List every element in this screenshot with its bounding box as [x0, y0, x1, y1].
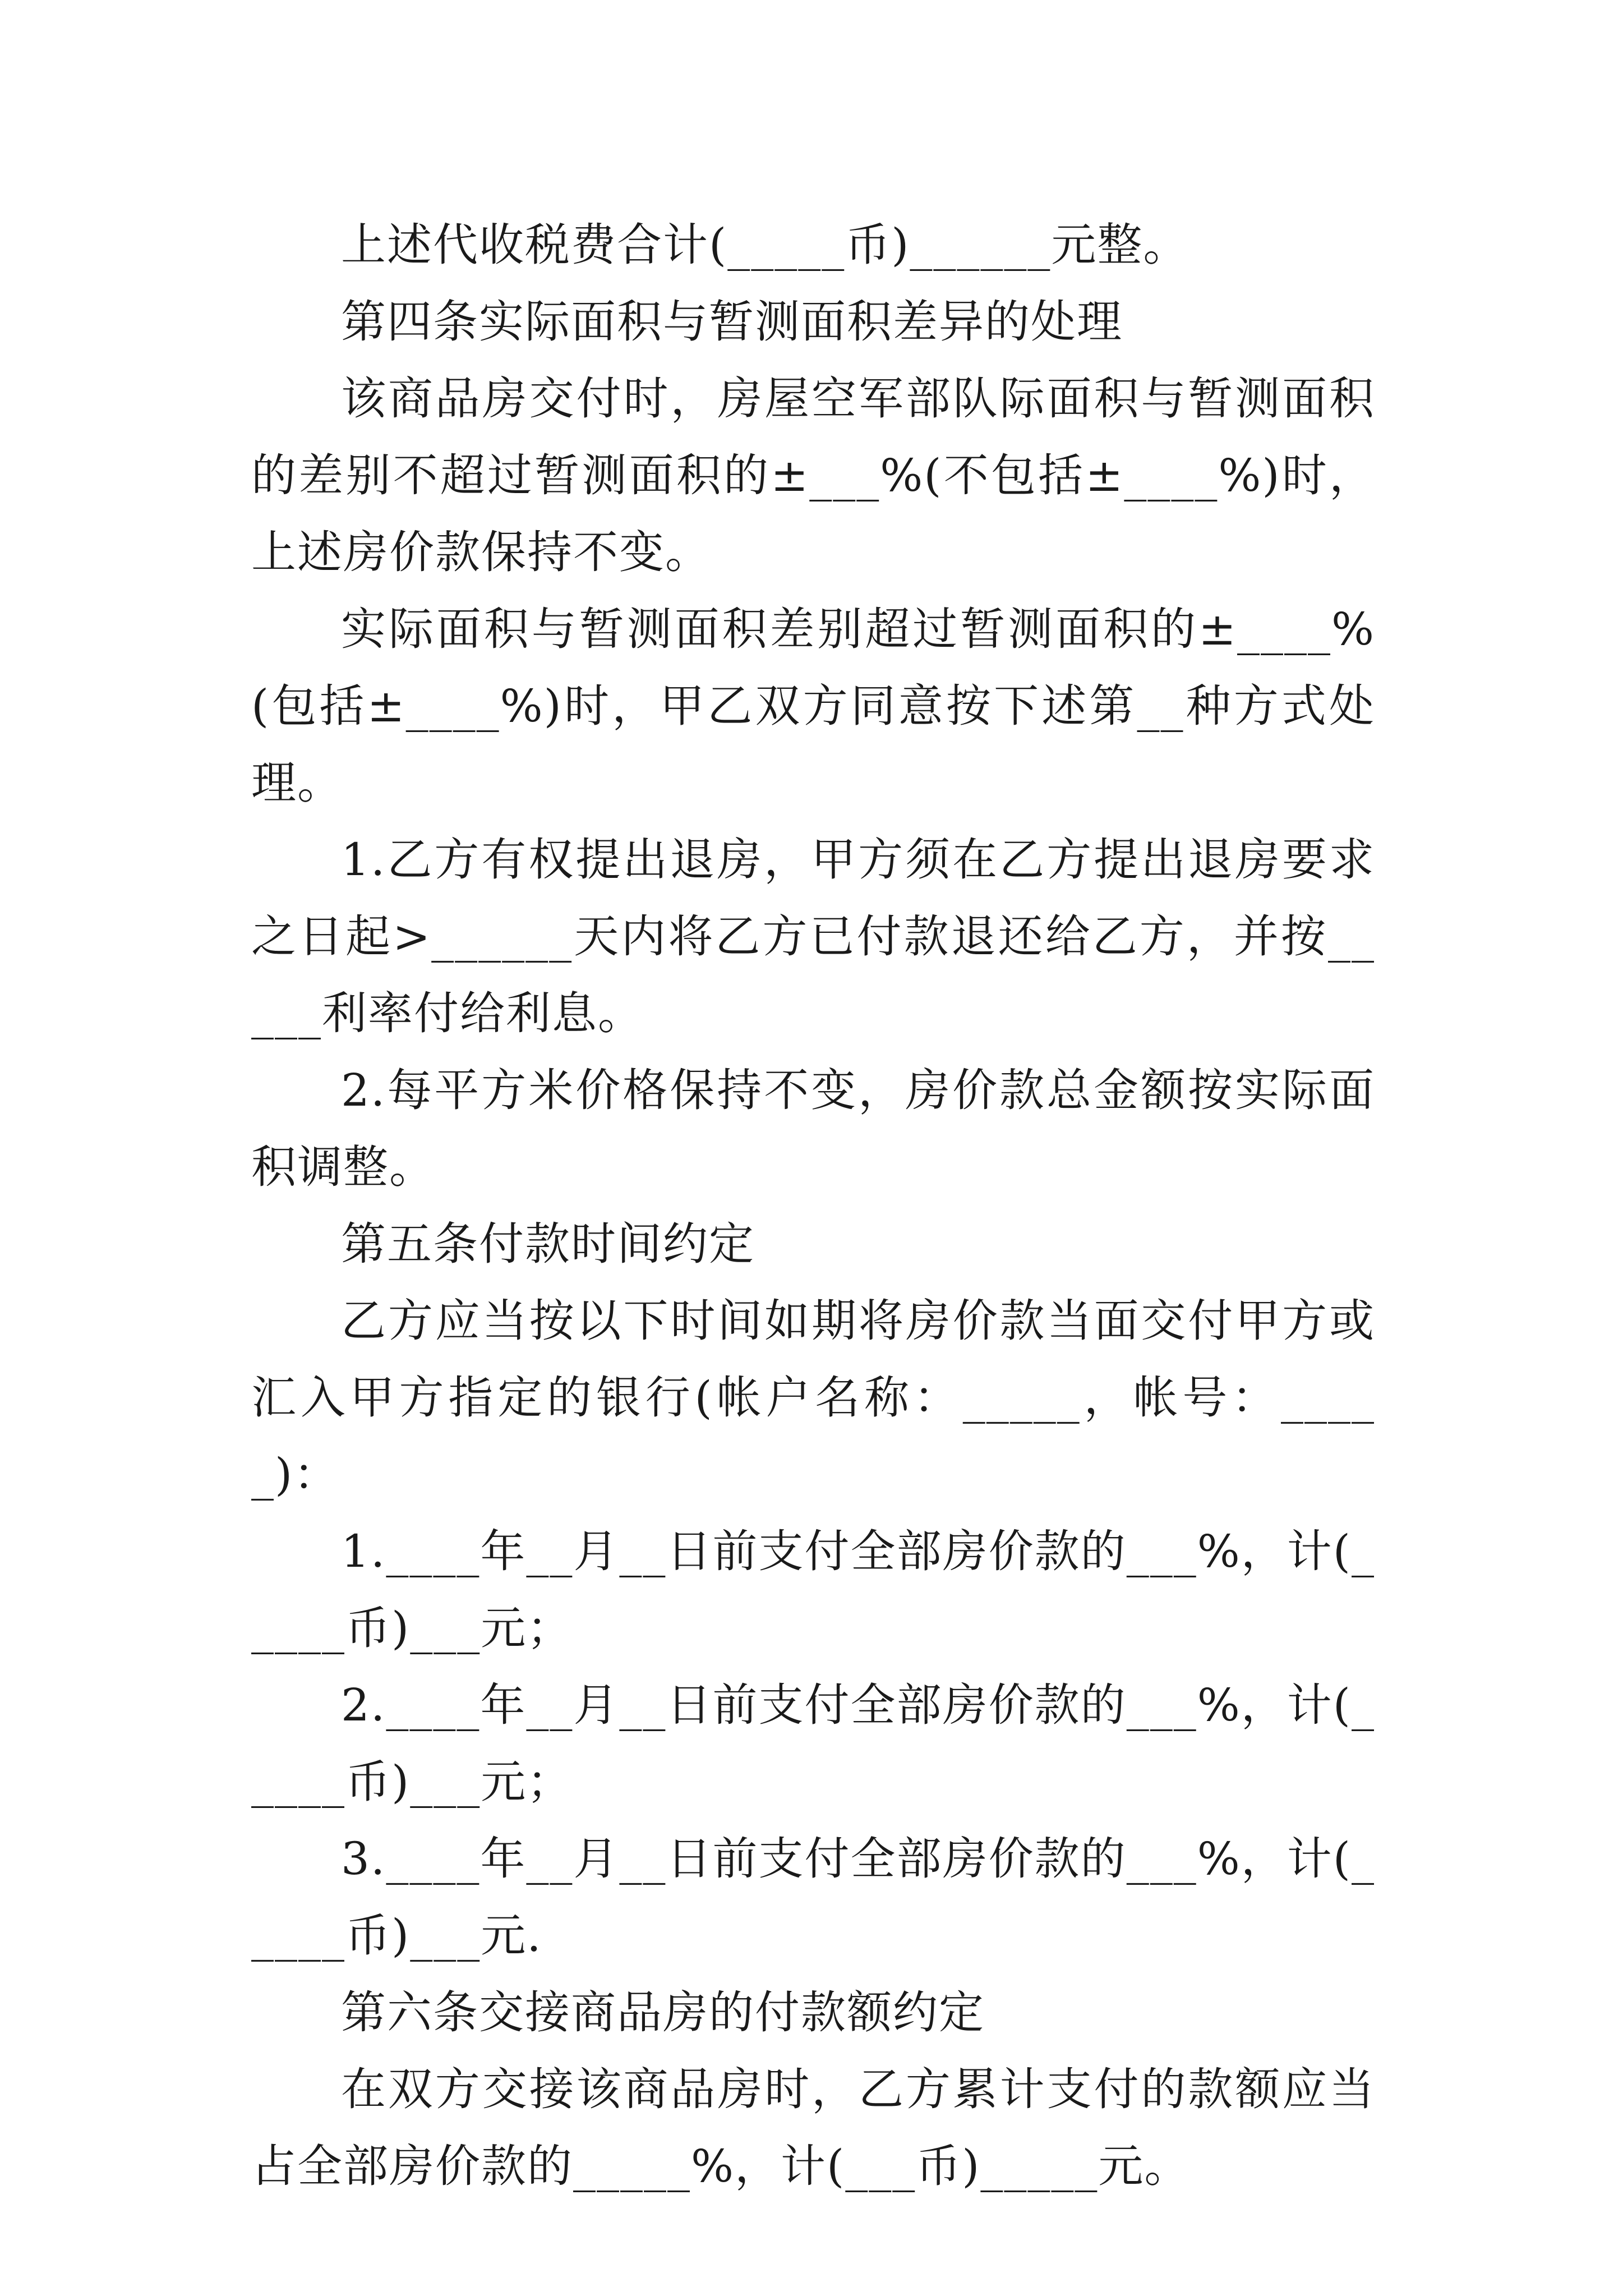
heading-article-5: 第五条付款时间约定 — [341, 1218, 755, 1270]
paragraph-option-2: 2.每平方米价格保持不变，房价款总金额按实际面积调整。 — [251, 1064, 1375, 1193]
paragraph-option-1: 1.乙方有权提出退房，甲方须在乙方提出退房要求之日起>______天内将乙方已付款退还给乙方，并按_____利率付给利息。 — [251, 834, 1375, 1039]
document-body — [251, 206, 1375, 2205]
paragraph-area-exceed: 实际面积与暂测面积差别超过暂测面积的±____%(包括±____%)时，甲乙双方同意按下述第__种方式处理。 — [251, 603, 1375, 809]
paragraph-payment-method: 乙方应当按以下时间如期将房价款当面交付甲方或汇入甲方指定的银行(帐户名称：_____，帐号：_____)： — [251, 1295, 1375, 1501]
heading-article-6: 第六条交接商品房的付款额约定 — [341, 1986, 985, 2039]
paragraph-installment-2: 2.____年__月__日前支付全部房价款的___%，计(_____币)___元； — [251, 1679, 1375, 1808]
paragraph-handover-payment: 在双方交接该商品房时，乙方累计支付的款额应当占全部房价款的_____%，计(___币)_____元。 — [251, 2063, 1375, 2192]
paragraph-tax-total: 上述代收税费合计(_____币)______元整。 — [341, 219, 1189, 271]
heading-article-4: 第四条实际面积与暂测面积差异的处理 — [341, 296, 1123, 348]
paragraph-installment-1: 1.____年__月__日前支付全部房价款的___%，计(_____币)___元； — [251, 1525, 1375, 1654]
paragraph-area-tolerance: 该商品房交付时，房屋空军部队际面积与暂测面积的差别不超过暂测面积的±___%(不包括±____%)时，上述房价款保持不变。 — [251, 372, 1375, 578]
paragraph-installment-3: 3.____年__月__日前支付全部房价款的___%，计(_____币)___元. — [251, 1833, 1375, 1962]
